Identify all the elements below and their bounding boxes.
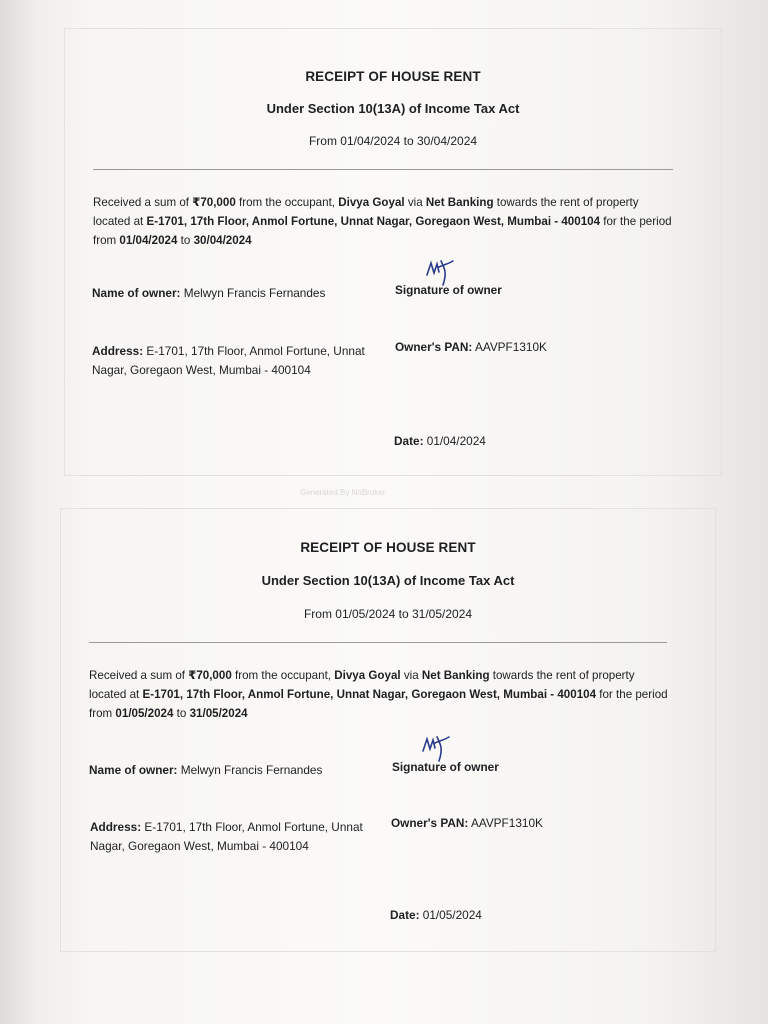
receipt-body (93, 193, 673, 250)
body-text: to (177, 234, 194, 247)
date-label: Date: (394, 434, 424, 448)
period-to: 30/04/2024 (193, 234, 252, 247)
owner-pan-field (391, 814, 543, 833)
address-label: Address: (92, 344, 144, 358)
divider (93, 169, 673, 170)
occupant-name: Divya Goyal (338, 196, 405, 209)
period-from: 01/04/2024 (119, 234, 178, 247)
payment-mode: Net Banking (425, 196, 494, 209)
body-text: for the period from (89, 688, 668, 720)
receipt-period: From 01/05/2024 to 31/05/2024 (303, 607, 473, 621)
date-value: 01/05/2024 (419, 908, 482, 922)
receipt-title: RECEIPT OF HOUSE RENT (300, 540, 476, 555)
owner-name-value: Melwyn Francis Fernandes (177, 763, 323, 777)
owner-name-value: Melwyn Francis Fernandes (180, 286, 326, 300)
date-field (394, 432, 486, 451)
owner-address-field (90, 818, 370, 856)
body-text: Received a sum of (93, 196, 193, 209)
rent-amount: ₹70,000 (192, 196, 236, 209)
body-text: via (400, 669, 422, 682)
body-text: via (404, 196, 426, 209)
pan-value: AAVPF1310K (472, 340, 547, 354)
receipt-period: From 01/04/2024 to 30/04/2024 (308, 134, 478, 148)
property-address: E-1701, 17th Floor, Anmol Fortune, Unnat Nagar, Goregaon West, Mumbai - 400104 (146, 215, 601, 228)
receipt-title: RECEIPT OF HOUSE RENT (305, 69, 481, 84)
date-label: Date: (390, 908, 420, 922)
date-value: 01/04/2024 (423, 434, 486, 448)
rent-amount: ₹70,000 (188, 669, 232, 682)
period-to: 31/05/2024 (189, 707, 248, 720)
payment-mode: Net Banking (421, 669, 490, 682)
body-text: Received a sum of (89, 669, 189, 682)
owner-name-label: Name of owner: (92, 286, 181, 300)
pan-value: AAVPF1310K (468, 816, 543, 830)
receipt-subtitle: Under Section 10(13A) of Income Tax Act (266, 101, 520, 116)
address-value: E-1701, 17th Floor, Anmol Fortune, Unnat Nagar, Goregaon West, Mumbai - 400104 (92, 344, 365, 377)
property-address: E-1701, 17th Floor, Anmol Fortune, Unnat Nagar, Goregaon West, Mumbai - 400104 (142, 688, 597, 701)
body-text: from the occupant, (235, 196, 339, 209)
signature-label: Signature of owner (392, 760, 499, 774)
date-field (390, 906, 482, 925)
body-text: from the occupant, (231, 669, 335, 682)
address-value: E-1701, 17th Floor, Anmol Fortune, Unnat Nagar, Goregaon West, Mumbai - 400104 (90, 820, 363, 853)
owner-name-field (92, 284, 325, 303)
owner-name-label: Name of owner: (89, 763, 178, 777)
watermark-text: Generated By NoBroker (300, 488, 386, 497)
body-text: for the period from (93, 215, 672, 247)
rent-receipt-may (60, 508, 716, 952)
occupant-name: Divya Goyal (334, 669, 401, 682)
owner-address-field (92, 342, 372, 380)
rent-receipt-april (64, 28, 722, 476)
body-text: towards the rent of property located at (93, 196, 639, 228)
body-text: towards the rent of property located at (89, 669, 635, 701)
receipt-subtitle: Under Section 10(13A) of Income Tax Act (261, 573, 515, 588)
signature-label: Signature of owner (395, 283, 502, 297)
pan-label: Owner's PAN: (391, 816, 469, 830)
receipt-body (89, 666, 669, 723)
body-text: to (173, 707, 190, 720)
divider (89, 642, 667, 643)
owner-pan-field (395, 338, 547, 357)
owner-name-field (89, 761, 322, 780)
pan-label: Owner's PAN: (395, 340, 473, 354)
address-label: Address: (90, 820, 142, 834)
period-from: 01/05/2024 (115, 707, 174, 720)
